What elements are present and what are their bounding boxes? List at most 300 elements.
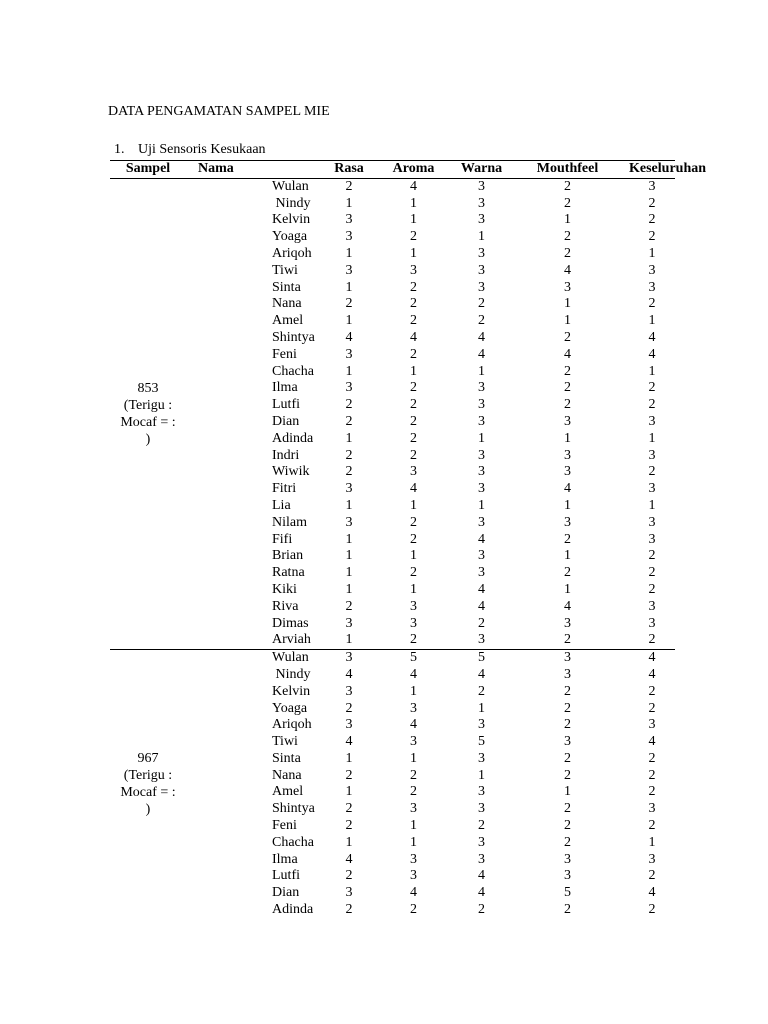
table-row	[110, 263, 675, 280]
cell-mouthfeel: 2	[564, 565, 571, 581]
cell-keseluruhan: 3	[648, 514, 656, 530]
cell-aroma: 2	[410, 296, 417, 312]
cell-nama: Yoaga	[272, 229, 308, 245]
cell-nama: Lutfi	[272, 868, 300, 884]
sample-label-cell	[110, 650, 186, 919]
cell-rasa: 1	[345, 497, 353, 513]
table-row	[110, 616, 675, 633]
cell-rasa: 4	[345, 329, 353, 345]
cell-mouthfeel: 3	[506, 650, 629, 667]
sensory-table	[110, 160, 707, 919]
cell-keseluruhan: 2	[648, 565, 656, 581]
cell-nama: Ilma	[272, 380, 298, 396]
cell-nama: Wulan	[186, 650, 328, 667]
header-rasa: Rasa	[328, 161, 370, 179]
table-row	[110, 178, 675, 195]
table-row	[110, 565, 675, 582]
cell-keseluruhan: 3	[648, 178, 656, 194]
cell-warna: 3	[478, 632, 485, 648]
table-row	[110, 717, 675, 734]
cell-warna: 3	[478, 834, 485, 850]
cell-aroma: 1	[410, 683, 417, 699]
cell-warna: 5	[457, 650, 506, 667]
cell-warna: 1	[478, 497, 485, 513]
table-row	[110, 852, 675, 869]
cell-warna: 3	[478, 279, 485, 295]
cell-warna: 2	[478, 296, 485, 312]
cell-mouthfeel: 1	[564, 313, 571, 329]
sample-label-line: (Terigu :	[123, 397, 173, 413]
cell-mouthfeel: 2	[564, 195, 571, 211]
cell-aroma: 1	[410, 195, 417, 211]
cell-warna: 1	[478, 700, 485, 716]
cell-mouthfeel: 4	[564, 262, 571, 278]
table-row	[110, 632, 675, 649]
cell-mouthfeel: 1	[564, 784, 571, 800]
table-row	[110, 296, 675, 313]
cell-nama: Amel	[272, 784, 304, 800]
cell-rasa: 1	[345, 548, 353, 564]
cell-keseluruhan: 1	[648, 245, 656, 261]
cell-rasa: 1	[345, 834, 353, 850]
cell-aroma: 2	[410, 279, 417, 295]
cell-mouthfeel: 1	[564, 430, 571, 446]
header-mouthfeel: Mouthfeel	[506, 161, 629, 179]
cell-mouthfeel: 2	[564, 818, 571, 834]
cell-keseluruhan: 2	[648, 212, 656, 228]
table-row	[110, 784, 675, 801]
cell-keseluruhan: 2	[648, 296, 656, 312]
cell-warna: 3	[478, 548, 485, 564]
cell-aroma: 1	[410, 363, 417, 379]
cell-nama: Chacha	[272, 363, 314, 379]
cell-nama: Adinda	[272, 430, 314, 446]
cell-aroma: 4	[410, 481, 417, 497]
cell-keseluruhan: 1	[648, 313, 656, 329]
cell-keseluruhan: 4	[648, 346, 656, 362]
cell-nama: Riva	[272, 598, 299, 614]
cell-keseluruhan: 2	[648, 195, 656, 211]
cell-aroma: 1	[410, 750, 417, 766]
cell-warna: 4	[478, 666, 485, 682]
cell-warna: 2	[478, 818, 485, 834]
cell-aroma: 1	[410, 818, 417, 834]
cell-keseluruhan: 2	[648, 784, 656, 800]
cell-warna: 3	[478, 262, 485, 278]
cell-aroma: 2	[410, 784, 417, 800]
cell-mouthfeel: 2	[564, 683, 571, 699]
table-row	[110, 734, 675, 751]
cell-nama: Ariqoh	[272, 245, 312, 261]
cell-aroma: 2	[410, 413, 417, 429]
cell-aroma: 3	[410, 851, 417, 867]
cell-mouthfeel: 2	[564, 380, 571, 396]
cell-keseluruhan: 3	[648, 598, 656, 614]
header-nama: Nama	[186, 161, 328, 179]
cell-keseluruhan: 1	[648, 834, 656, 850]
cell-keseluruhan: 2	[648, 767, 656, 783]
cell-mouthfeel: 2	[564, 767, 571, 783]
cell-nama: Ratna	[272, 565, 305, 581]
cell-keseluruhan: 2	[648, 632, 656, 648]
cell-rasa: 2	[345, 178, 353, 194]
cell-warna: 3	[478, 464, 485, 480]
cell-keseluruhan: 3	[648, 413, 656, 429]
cell-warna: 3	[478, 784, 485, 800]
header-warna: Warna	[457, 161, 506, 179]
cell-aroma: 2	[410, 447, 417, 463]
cell-rasa: 1	[345, 245, 353, 261]
cell-aroma: 2	[410, 632, 417, 648]
cell-mouthfeel: 2	[564, 632, 571, 648]
cell-rasa: 3	[345, 380, 353, 396]
cell-rasa: 4	[345, 666, 353, 682]
cell-keseluruhan: 2	[648, 750, 656, 766]
cell-rasa: 1	[345, 784, 353, 800]
cell-keseluruhan: 2	[648, 902, 656, 918]
cell-nama: Dimas	[272, 615, 309, 631]
cell-keseluruhan: 2	[648, 380, 656, 396]
table-row	[110, 582, 675, 599]
cell-keseluruhan: 3	[648, 615, 656, 631]
cell-rasa: 1	[345, 195, 353, 211]
cell-warna: 4	[478, 598, 485, 614]
cell-aroma: 2	[410, 397, 417, 413]
cell-nama: Lutfi	[272, 397, 300, 413]
table-row	[110, 751, 675, 768]
table-row	[110, 498, 675, 515]
cell-rasa: 3	[345, 717, 353, 733]
cell-mouthfeel: 1	[564, 296, 571, 312]
table-row	[110, 481, 675, 498]
cell-warna: 1	[478, 430, 485, 446]
cell-rasa: 2	[345, 767, 353, 783]
table-row	[110, 464, 675, 481]
cell-aroma: 1	[410, 581, 417, 597]
cell-aroma: 2	[410, 430, 417, 446]
cell-aroma: 2	[410, 380, 417, 396]
cell-aroma: 1	[410, 245, 417, 261]
cell-aroma: 2	[410, 531, 417, 547]
cell-nama: Kelvin	[272, 683, 311, 699]
cell-nama: Dian	[272, 413, 300, 429]
cell-warna: 3	[478, 447, 485, 463]
cell-mouthfeel: 3	[564, 447, 571, 463]
cell-mouthfeel: 2	[564, 229, 571, 245]
cell-rasa: 2	[345, 464, 353, 480]
cell-keseluruhan: 1	[648, 497, 656, 513]
cell-warna: 2	[478, 313, 485, 329]
header-aroma: Aroma	[370, 161, 457, 179]
cell-mouthfeel: 3	[564, 868, 571, 884]
cell-warna: 2	[478, 902, 485, 918]
cell-aroma: 1	[410, 548, 417, 564]
cell-nama: Feni	[272, 818, 297, 834]
cell-keseluruhan: 3	[648, 481, 656, 497]
sample-label-line: 853	[137, 380, 159, 396]
cell-mouthfeel: 3	[564, 615, 571, 631]
cell-mouthfeel: 2	[564, 902, 571, 918]
cell-warna: 3	[478, 413, 485, 429]
cell-warna: 4	[478, 868, 485, 884]
sample-label-line: (Terigu :	[123, 768, 173, 784]
cell-warna: 3	[478, 514, 485, 530]
table-row	[110, 364, 675, 381]
cell-nama: Kiki	[272, 581, 297, 597]
cell-keseluruhan: 3	[648, 851, 656, 867]
cell-aroma: 4	[410, 178, 417, 194]
cell-warna: 1	[478, 767, 485, 783]
cell-warna: 3	[478, 851, 485, 867]
cell-rasa: 3	[345, 262, 353, 278]
table-row	[110, 701, 675, 718]
cell-warna: 4	[478, 581, 485, 597]
cell-keseluruhan: 2	[648, 397, 656, 413]
table-row	[110, 397, 675, 414]
cell-rasa: 1	[345, 750, 353, 766]
cell-warna: 3	[478, 245, 485, 261]
cell-rasa: 3	[345, 481, 353, 497]
cell-nama: Fitri	[272, 481, 297, 497]
cell-aroma: 3	[410, 868, 417, 884]
cell-aroma: 4	[410, 717, 417, 733]
cell-rasa: 1	[345, 363, 353, 379]
cell-rasa: 1	[345, 279, 353, 295]
table-row	[110, 380, 675, 397]
cell-mouthfeel: 3	[564, 851, 571, 867]
header-keseluruhan: Keseluruhan	[629, 161, 675, 179]
cell-mouthfeel: 2	[564, 178, 571, 194]
table-body	[110, 178, 675, 919]
table-row	[110, 229, 675, 246]
cell-rasa: 2	[345, 447, 353, 463]
cell-warna: 3	[478, 750, 485, 766]
cell-rasa: 1	[345, 313, 353, 329]
cell-keseluruhan: 3	[648, 717, 656, 733]
cell-mouthfeel: 3	[564, 464, 571, 480]
cell-mouthfeel: 2	[564, 245, 571, 261]
cell-keseluruhan: 3	[648, 447, 656, 463]
cell-warna: 3	[478, 481, 485, 497]
cell-aroma: 3	[410, 700, 417, 716]
sample-label-line: )	[145, 802, 151, 818]
cell-rasa: 3	[345, 212, 353, 228]
cell-rasa: 2	[345, 801, 353, 817]
document-title: DATA PENGAMATAN SAMPEL MIE	[108, 104, 330, 119]
cell-warna: 3	[478, 717, 485, 733]
cell-rasa: 3	[345, 615, 353, 631]
cell-aroma: 3	[410, 464, 417, 480]
table-row	[110, 902, 675, 919]
cell-mouthfeel: 4	[564, 598, 571, 614]
cell-keseluruhan: 2	[648, 818, 656, 834]
cell-nama: Ariqoh	[272, 717, 312, 733]
header-sampel: Sampel	[110, 161, 186, 179]
cell-nama: Amel	[272, 313, 304, 329]
cell-mouthfeel: 2	[564, 531, 571, 547]
cell-rasa: 3	[345, 683, 353, 699]
table-row	[110, 515, 675, 532]
cell-mouthfeel: 1	[564, 497, 571, 513]
cell-nama: Shintya	[272, 801, 315, 817]
cell-aroma: 2	[410, 902, 417, 918]
sample-label-line: 967	[137, 751, 159, 767]
cell-aroma: 3	[410, 615, 417, 631]
table-row	[110, 212, 675, 229]
cell-nama: Yoaga	[272, 700, 308, 716]
table-row	[110, 246, 675, 263]
cell-warna: 3	[478, 195, 485, 211]
cell-rasa: 3	[328, 650, 370, 667]
cell-rasa: 2	[345, 296, 353, 312]
sample-label-cell	[110, 178, 186, 649]
cell-nama: Nana	[272, 296, 302, 312]
cell-keseluruhan: 2	[648, 683, 656, 699]
cell-keseluruhan: 4	[648, 885, 656, 901]
cell-nama: Dian	[272, 885, 300, 901]
sample-label-line: Mocaf = :	[120, 785, 176, 801]
cell-nama: Nana	[272, 767, 302, 783]
cell-keseluruhan: 4	[648, 329, 656, 345]
cell-rasa: 3	[345, 346, 353, 362]
cell-nama: Kelvin	[272, 212, 311, 228]
cell-aroma: 3	[410, 262, 417, 278]
cell-rasa: 1	[345, 632, 353, 648]
cell-aroma: 1	[410, 212, 417, 228]
table-row	[110, 280, 675, 297]
cell-warna: 3	[478, 397, 485, 413]
table-row	[110, 448, 675, 465]
table-row	[110, 768, 675, 785]
cell-keseluruhan: 3	[648, 531, 656, 547]
cell-mouthfeel: 2	[564, 717, 571, 733]
cell-keseluruhan: 3	[648, 262, 656, 278]
cell-warna: 4	[478, 531, 485, 547]
cell-mouthfeel: 2	[564, 329, 571, 345]
cell-aroma: 3	[410, 801, 417, 817]
section-title: Uji Sensoris Kesukaan	[138, 142, 266, 157]
table-row	[110, 835, 675, 852]
cell-rasa: 4	[345, 851, 353, 867]
cell-aroma: 4	[410, 666, 417, 682]
cell-keseluruhan: 2	[648, 548, 656, 564]
cell-aroma: 4	[410, 885, 417, 901]
cell-nama: Sinta	[272, 750, 301, 766]
section-number: 1.	[114, 142, 125, 157]
cell-rasa: 3	[345, 514, 353, 530]
cell-warna: 3	[478, 801, 485, 817]
cell-rasa: 4	[345, 734, 353, 750]
cell-mouthfeel: 3	[564, 514, 571, 530]
table-row	[110, 667, 675, 684]
table-row	[110, 868, 675, 885]
cell-keseluruhan: 2	[648, 700, 656, 716]
cell-mouthfeel: 2	[564, 750, 571, 766]
cell-nama: Indri	[272, 447, 300, 463]
cell-rasa: 3	[345, 885, 353, 901]
cell-aroma: 2	[410, 346, 417, 362]
table-row	[110, 650, 675, 667]
cell-keseluruhan: 2	[648, 581, 656, 597]
cell-mouthfeel: 2	[564, 801, 571, 817]
table-row	[110, 414, 675, 431]
table-row	[110, 599, 675, 616]
table-header-row	[110, 161, 675, 179]
table-row	[110, 347, 675, 364]
table-row	[110, 684, 675, 701]
cell-mouthfeel: 4	[564, 481, 571, 497]
cell-keseluruhan: 3	[648, 801, 656, 817]
cell-rasa: 2	[345, 868, 353, 884]
cell-keseluruhan: 4	[648, 734, 656, 750]
table-row	[110, 330, 675, 347]
table-row	[110, 532, 675, 549]
cell-aroma: 1	[410, 497, 417, 513]
cell-mouthfeel: 1	[564, 581, 571, 597]
cell-mouthfeel: 2	[564, 834, 571, 850]
cell-mouthfeel: 1	[564, 548, 571, 564]
cell-aroma: 2	[410, 514, 417, 530]
cell-warna: 4	[478, 346, 485, 362]
cell-warna: 4	[478, 329, 485, 345]
table-row	[110, 818, 675, 835]
cell-keseluruhan: 2	[648, 464, 656, 480]
cell-mouthfeel: 3	[564, 666, 571, 682]
cell-nama: Nindy	[272, 666, 311, 682]
cell-warna: 3	[478, 212, 485, 228]
cell-keseluruhan: 3	[648, 279, 656, 295]
cell-nama: Wiwik	[272, 464, 310, 480]
table-row	[110, 548, 675, 565]
cell-nama: Fifi	[272, 531, 293, 547]
table-row	[110, 801, 675, 818]
cell-aroma: 1	[410, 834, 417, 850]
cell-warna: 3	[478, 380, 485, 396]
cell-mouthfeel: 3	[564, 734, 571, 750]
cell-mouthfeel: 4	[564, 346, 571, 362]
cell-mouthfeel: 3	[564, 413, 571, 429]
cell-nama: Arviah	[272, 632, 311, 648]
cell-aroma: 2	[410, 767, 417, 783]
cell-mouthfeel: 2	[564, 700, 571, 716]
cell-mouthfeel: 5	[564, 885, 571, 901]
cell-keseluruhan: 4	[648, 666, 656, 682]
cell-keseluruhan: 4	[629, 650, 675, 667]
cell-warna: 2	[478, 683, 485, 699]
cell-rasa: 2	[345, 413, 353, 429]
cell-rasa: 1	[345, 581, 353, 597]
cell-nama: Nilam	[272, 514, 307, 530]
cell-aroma: 3	[410, 734, 417, 750]
cell-aroma: 2	[410, 313, 417, 329]
cell-keseluruhan: 1	[648, 363, 656, 379]
cell-warna: 4	[478, 885, 485, 901]
cell-nama: Chacha	[272, 834, 314, 850]
cell-warna: 3	[478, 565, 485, 581]
table-row	[110, 885, 675, 902]
cell-mouthfeel: 2	[564, 363, 571, 379]
table-row	[110, 196, 675, 213]
cell-nama: Wulan	[272, 178, 309, 194]
cell-rasa: 1	[345, 430, 353, 446]
cell-nama: Feni	[272, 346, 297, 362]
cell-keseluruhan: 2	[648, 868, 656, 884]
cell-nama: Lia	[272, 497, 291, 513]
cell-nama: Brian	[272, 548, 304, 564]
cell-nama: Tiwi	[272, 734, 298, 750]
cell-keseluruhan: 1	[648, 430, 656, 446]
cell-warna: 1	[478, 363, 485, 379]
